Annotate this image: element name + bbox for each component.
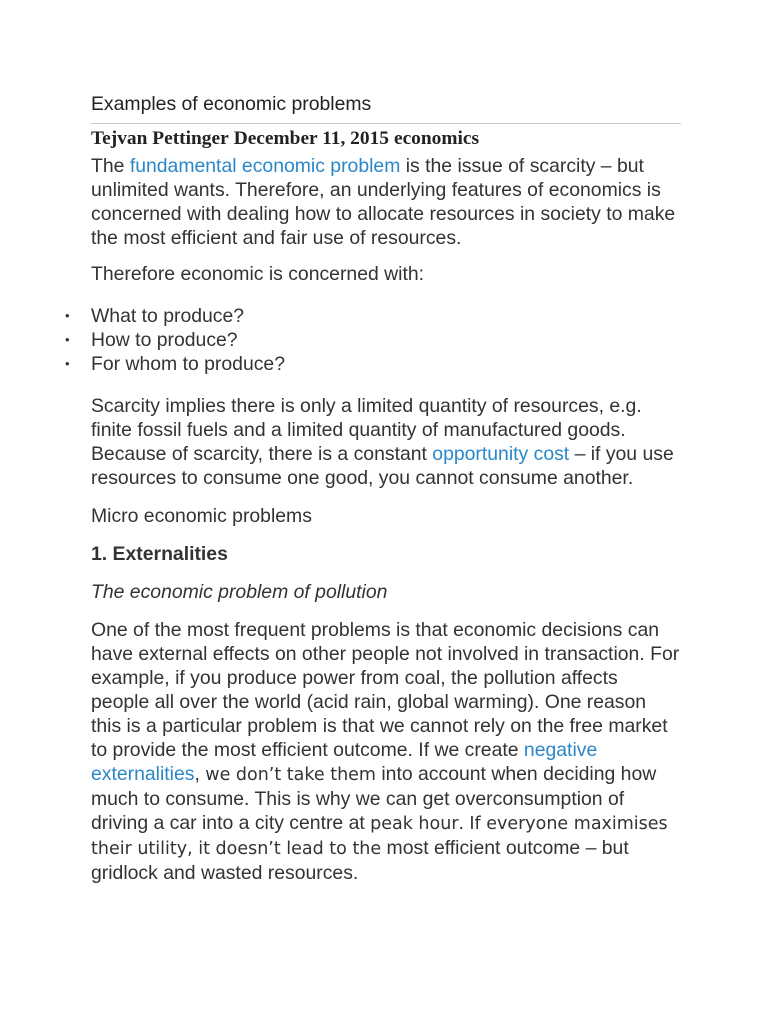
list-item bbox=[65, 328, 681, 352]
byline-category[interactable]: economics bbox=[393, 128, 480, 149]
bullet-icon: • bbox=[65, 332, 70, 347]
externalities-paragraph bbox=[91, 618, 681, 885]
scarcity-text-2: – if you use resources to consume one good, you cannot consume another. bbox=[91, 443, 674, 489]
externalities-text-7: If everyone maximises their utility, it doesn’t lead to the bbox=[91, 814, 668, 859]
bullet-icon: • bbox=[65, 308, 70, 323]
concerned-with-paragraph: Therefore economic is concerned with: bbox=[91, 263, 425, 285]
article-title: Examples of economic problems bbox=[91, 93, 372, 115]
byline bbox=[91, 128, 681, 150]
intro-text-1: The bbox=[91, 155, 130, 177]
opportunity-cost-link[interactable]: opportunity cost bbox=[432, 443, 570, 465]
externalities-text-3: we don’t take them bbox=[205, 765, 376, 785]
externalities-text-4: into account when deciding how much to consume. This is why we can get overconsumption of driving a car into a city centre at bbox=[91, 763, 657, 834]
list-item bbox=[65, 304, 681, 328]
externalities-text-6: . bbox=[458, 812, 470, 834]
scarcity-text-1: Scarcity implies there is only a limited quantity of resources, e.g. finite fossil fuels and a limited quantity of manufactured goods. Because of scarcity, there is a constant bbox=[91, 395, 642, 465]
scarcity-paragraph bbox=[91, 394, 681, 490]
title-divider bbox=[91, 123, 681, 124]
questions-list bbox=[65, 304, 681, 376]
byline-date[interactable]: December 11, 2015 bbox=[233, 128, 389, 149]
list-item-text: For whom to produce? bbox=[91, 353, 286, 375]
bullet-icon: • bbox=[65, 356, 70, 371]
intro-paragraph bbox=[91, 154, 681, 250]
article bbox=[65, 91, 681, 885]
list-item-text: What to produce? bbox=[91, 305, 245, 327]
externalities-text-1: One of the most frequent problems is that economic decisions can have external effects on other people not involved in transaction. For example, if you produce power from coal, the pollution affects people all over the world (acid rain, global warming). One reason this is a particular problem is that we cannot rely on the free market to provide the most efficient outcome. If we create bbox=[91, 619, 680, 761]
externalities-text-5: peak hour bbox=[370, 814, 459, 834]
negative-externalities-link[interactable]: negative externalities bbox=[91, 739, 598, 785]
micro-heading: Micro economic problems bbox=[91, 505, 312, 527]
pollution-subtitle: The economic problem of pollution bbox=[91, 581, 388, 603]
fundamental-economic-problem-link[interactable]: fundamental economic problem bbox=[129, 155, 401, 177]
list-item bbox=[65, 352, 681, 376]
list-item-text: How to produce? bbox=[91, 329, 238, 351]
intro-text-2: is the issue of scarcity – but unlimited wants. Therefore, an underlying features of economics is concerned with dealing how to allocate resources in society to make the most efficient and fair use of resources. bbox=[91, 155, 676, 249]
externalities-text-8: most efficient outcome – but gridlock and wasted resources. bbox=[91, 837, 629, 884]
externalities-heading: 1. Externalities bbox=[91, 543, 228, 565]
externalities-text-2: , bbox=[194, 763, 206, 785]
byline-author[interactable]: Tejvan Pettinger bbox=[91, 128, 229, 149]
